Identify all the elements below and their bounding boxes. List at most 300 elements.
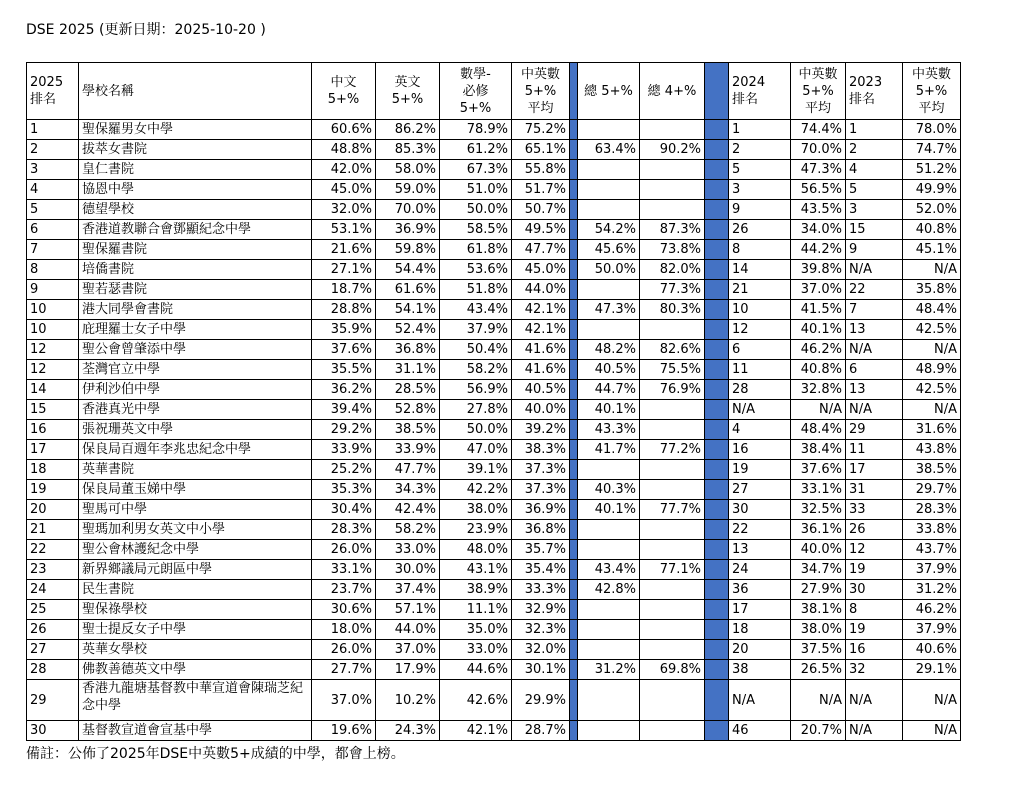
cell-rank2025: 20 <box>27 500 79 520</box>
cell-rank2023: N/A <box>846 260 903 280</box>
cell-total5 <box>578 280 640 300</box>
cell-school: 聖保祿學校 <box>79 600 312 620</box>
cell-math: 27.8% <box>440 400 512 420</box>
cell-rank2024: 46 <box>729 721 791 741</box>
table-row <box>27 420 961 440</box>
cell-cem2023: 29.1% <box>903 660 961 680</box>
cell-math: 50.0% <box>440 420 512 440</box>
cell-total5: 63.4% <box>578 140 640 160</box>
cell-math: 11.1% <box>440 600 512 620</box>
cell-rank2024: 3 <box>729 180 791 200</box>
cell-math: 23.9% <box>440 520 512 540</box>
cell-english: 42.4% <box>376 500 440 520</box>
cell-school: 聖保羅男女中學 <box>79 120 312 140</box>
cell-math: 51.0% <box>440 180 512 200</box>
cell-cem-avg: 35.4% <box>512 560 570 580</box>
cell-rank2024: 19 <box>729 460 791 480</box>
cell-total5 <box>578 600 640 620</box>
cell-cem2024: 56.5% <box>791 180 846 200</box>
cell-rank2023: 4 <box>846 160 903 180</box>
cell-rank2023: 8 <box>846 600 903 620</box>
cell-chinese: 37.6% <box>312 340 376 360</box>
cell-rank2025: 14 <box>27 380 79 400</box>
separator-wide <box>705 360 729 380</box>
cell-rank2024: 8 <box>729 240 791 260</box>
cell-cem2024: 40.0% <box>791 540 846 560</box>
header-text: 英文 5+% <box>391 75 424 107</box>
cell-total4 <box>640 620 705 640</box>
cell-cem-avg: 42.1% <box>512 320 570 340</box>
table-row <box>27 560 961 580</box>
cell-math: 78.9% <box>440 120 512 140</box>
cell-cem2023: 40.8% <box>903 220 961 240</box>
cell-total4 <box>640 721 705 741</box>
cell-math: 42.2% <box>440 480 512 500</box>
table-row <box>27 640 961 660</box>
cell-english: 10.2% <box>376 680 440 721</box>
cell-chinese: 28.8% <box>312 300 376 320</box>
cell-total4 <box>640 320 705 340</box>
cell-school: 拔萃女書院 <box>79 140 312 160</box>
cell-total4 <box>640 200 705 220</box>
cell-cem-avg: 35.7% <box>512 540 570 560</box>
cell-total4: 69.8% <box>640 660 705 680</box>
separator-wide <box>705 120 729 140</box>
table-row <box>27 680 961 721</box>
cell-english: 36.9% <box>376 220 440 240</box>
separator-narrow <box>570 220 578 240</box>
cell-cem2023: 42.5% <box>903 320 961 340</box>
header-chinese <box>312 63 376 120</box>
cell-chinese: 35.3% <box>312 480 376 500</box>
cell-school: 庇理羅士女子中學 <box>79 320 312 340</box>
separator-narrow <box>570 160 578 180</box>
cell-english: 57.1% <box>376 600 440 620</box>
cell-cem-avg: 30.1% <box>512 660 570 680</box>
cell-total4: 76.9% <box>640 380 705 400</box>
separator-wide <box>705 560 729 580</box>
cell-cem2023: 31.6% <box>903 420 961 440</box>
cell-total4 <box>640 160 705 180</box>
cell-cem2023: 42.5% <box>903 380 961 400</box>
separator-wide <box>705 200 729 220</box>
table-row <box>27 660 961 680</box>
separator-wide <box>705 340 729 360</box>
cell-total5: 40.1% <box>578 400 640 420</box>
cell-cem2023: 48.9% <box>903 360 961 380</box>
cell-total4: 77.7% <box>640 500 705 520</box>
cell-chinese: 30.6% <box>312 600 376 620</box>
separator-wide <box>705 460 729 480</box>
cell-cem2024: 37.5% <box>791 640 846 660</box>
cell-school: 香港道教聯合會鄧顯紀念中學 <box>79 220 312 240</box>
cell-rank2024: 24 <box>729 560 791 580</box>
cell-school: 伊利沙伯中學 <box>79 380 312 400</box>
cell-math: 50.4% <box>440 340 512 360</box>
cell-rank2023: 22 <box>846 280 903 300</box>
cell-rank2025: 17 <box>27 440 79 460</box>
table-row <box>27 200 961 220</box>
cell-total5: 43.3% <box>578 420 640 440</box>
cell-math: 43.4% <box>440 300 512 320</box>
cell-cem-avg: 36.8% <box>512 520 570 540</box>
cell-rank2024: 26 <box>729 220 791 240</box>
cell-rank2025: 21 <box>27 520 79 540</box>
cell-school: 英華書院 <box>79 460 312 480</box>
cell-cem2023: N/A <box>903 340 961 360</box>
cell-cem2023: N/A <box>903 400 961 420</box>
cell-school: 香港九龍塘基督教中華宣道會陳瑞芝紀念中學 <box>79 680 312 721</box>
cell-rank2024: 30 <box>729 500 791 520</box>
cell-cem2023: 28.3% <box>903 500 961 520</box>
cell-cem-avg: 44.0% <box>512 280 570 300</box>
table-row <box>27 440 961 460</box>
cell-rank2024: 36 <box>729 580 791 600</box>
cell-school: 新界鄉議局元朗區中學 <box>79 560 312 580</box>
cell-english: 38.5% <box>376 420 440 440</box>
cell-total5 <box>578 721 640 741</box>
cell-school: 德望學校 <box>79 200 312 220</box>
cell-english: 59.8% <box>376 240 440 260</box>
header-rank2023 <box>846 63 903 120</box>
cell-english: 37.4% <box>376 580 440 600</box>
cell-school: 民生書院 <box>79 580 312 600</box>
cell-rank2024: 11 <box>729 360 791 380</box>
cell-english: 58.2% <box>376 520 440 540</box>
cell-rank2025: 27 <box>27 640 79 660</box>
separator-narrow <box>570 360 578 380</box>
cell-cem2023: 74.7% <box>903 140 961 160</box>
cell-cem2024: 43.5% <box>791 200 846 220</box>
header-rank2025 <box>27 63 79 120</box>
cell-cem2024: 47.3% <box>791 160 846 180</box>
cell-math: 50.0% <box>440 200 512 220</box>
separator-narrow <box>570 120 578 140</box>
separator-narrow <box>570 340 578 360</box>
header-total5 <box>578 63 640 120</box>
cell-chinese: 25.2% <box>312 460 376 480</box>
cell-rank2024: 28 <box>729 380 791 400</box>
cell-cem2024: 32.5% <box>791 500 846 520</box>
cell-rank2025: 22 <box>27 540 79 560</box>
cell-cem2023: 29.7% <box>903 480 961 500</box>
cell-cem-avg: 29.9% <box>512 680 570 721</box>
cell-rank2025: 25 <box>27 600 79 620</box>
cell-chinese: 27.1% <box>312 260 376 280</box>
header-total4 <box>640 63 705 120</box>
separator-wide <box>705 721 729 741</box>
cell-rank2025: 18 <box>27 460 79 480</box>
separator-narrow <box>570 540 578 560</box>
separator-narrow <box>570 600 578 620</box>
cell-chinese: 26.0% <box>312 540 376 560</box>
cell-chinese: 53.1% <box>312 220 376 240</box>
cell-total5 <box>578 320 640 340</box>
cell-chinese: 26.0% <box>312 640 376 660</box>
cell-english: 52.4% <box>376 320 440 340</box>
cell-cem2024: N/A <box>791 400 846 420</box>
cell-total5: 54.2% <box>578 220 640 240</box>
separator-narrow <box>570 520 578 540</box>
cell-english: 34.3% <box>376 480 440 500</box>
cell-school: 張祝珊英文中學 <box>79 420 312 440</box>
cell-rank2023: 9 <box>846 240 903 260</box>
cell-total5: 47.3% <box>578 300 640 320</box>
cell-cem2024: 38.0% <box>791 620 846 640</box>
cell-rank2024: 5 <box>729 160 791 180</box>
table-row <box>27 580 961 600</box>
cell-total5 <box>578 640 640 660</box>
cell-school: 聖公會林護紀念中學 <box>79 540 312 560</box>
header-text: 2025 排名 <box>30 75 64 107</box>
separator-narrow <box>570 260 578 280</box>
cell-rank2025: 7 <box>27 240 79 260</box>
cell-cem-avg: 28.7% <box>512 721 570 741</box>
cell-rank2023: 19 <box>846 560 903 580</box>
cell-math: 39.1% <box>440 460 512 480</box>
cell-rank2023: 13 <box>846 380 903 400</box>
cell-total5: 40.5% <box>578 360 640 380</box>
cell-cem-avg: 33.3% <box>512 580 570 600</box>
cell-total4 <box>640 120 705 140</box>
header-text: 學校名稱 <box>82 83 135 99</box>
cell-cem2024: 27.9% <box>791 580 846 600</box>
cell-school: 香港真光中學 <box>79 400 312 420</box>
separator-narrow <box>570 420 578 440</box>
header-text: 中英數 5+% 平均 <box>520 66 560 116</box>
table-row <box>27 240 961 260</box>
cell-school: 佛教善德英文中學 <box>79 660 312 680</box>
cell-chinese: 18.0% <box>312 620 376 640</box>
header-text: 2024 排名 <box>732 75 766 107</box>
separator-wide <box>705 280 729 300</box>
cell-total5 <box>578 680 640 721</box>
cell-math: 56.9% <box>440 380 512 400</box>
cell-cem-avg: 36.9% <box>512 500 570 520</box>
separator-wide <box>705 640 729 660</box>
cell-cem-avg: 51.7% <box>512 180 570 200</box>
cell-rank2023: 1 <box>846 120 903 140</box>
cell-math: 61.8% <box>440 240 512 260</box>
header-text: 中英數 5+% 平均 <box>798 66 838 116</box>
cell-cem2024: 70.0% <box>791 140 846 160</box>
cell-math: 61.2% <box>440 140 512 160</box>
cell-school: 聖瑪加利男女英文中小學 <box>79 520 312 540</box>
cell-english: 33.0% <box>376 540 440 560</box>
cell-math: 58.2% <box>440 360 512 380</box>
separator-wide <box>705 260 729 280</box>
separator-wide <box>705 660 729 680</box>
cell-rank2025: 29 <box>27 680 79 721</box>
table-row <box>27 360 961 380</box>
cell-total4 <box>640 680 705 721</box>
cell-school: 皇仁書院 <box>79 160 312 180</box>
cell-rank2023: 31 <box>846 480 903 500</box>
cell-cem-avg: 75.2% <box>512 120 570 140</box>
cell-total4: 82.6% <box>640 340 705 360</box>
cell-rank2024: 38 <box>729 660 791 680</box>
table-row <box>27 380 961 400</box>
cell-chinese: 48.8% <box>312 140 376 160</box>
cell-math: 58.5% <box>440 220 512 240</box>
cell-total4: 80.3% <box>640 300 705 320</box>
cell-school: 聖士提反女子中學 <box>79 620 312 640</box>
cell-rank2023: 26 <box>846 520 903 540</box>
cell-cem-avg: 41.6% <box>512 360 570 380</box>
cell-cem2023: N/A <box>903 680 961 721</box>
cell-rank2025: 30 <box>27 721 79 741</box>
cell-math: 43.1% <box>440 560 512 580</box>
cell-rank2023: 32 <box>846 660 903 680</box>
cell-cem-avg: 37.3% <box>512 480 570 500</box>
cell-rank2025: 8 <box>27 260 79 280</box>
cell-total4 <box>640 520 705 540</box>
cell-school: 保良局百週年李兆忠紀念中學 <box>79 440 312 460</box>
cell-cem-avg: 47.7% <box>512 240 570 260</box>
cell-chinese: 19.6% <box>312 721 376 741</box>
cell-english: 28.5% <box>376 380 440 400</box>
cell-rank2024: 12 <box>729 320 791 340</box>
cell-total4 <box>640 640 705 660</box>
separator-narrow <box>570 280 578 300</box>
cell-cem-avg: 38.3% <box>512 440 570 460</box>
cell-cem-avg: 32.9% <box>512 600 570 620</box>
cell-rank2025: 5 <box>27 200 79 220</box>
cell-cem-avg: 42.1% <box>512 300 570 320</box>
cell-rank2024: 4 <box>729 420 791 440</box>
cell-cem2024: N/A <box>791 680 846 721</box>
separator-narrow <box>570 460 578 480</box>
table-row <box>27 721 961 741</box>
separator-narrow <box>570 400 578 420</box>
cell-rank2025: 6 <box>27 220 79 240</box>
cell-total5 <box>578 540 640 560</box>
cell-total4: 90.2% <box>640 140 705 160</box>
cell-rank2023: 17 <box>846 460 903 480</box>
cell-total5: 31.2% <box>578 660 640 680</box>
cell-rank2025: 10 <box>27 300 79 320</box>
separator-wide <box>705 480 729 500</box>
cell-rank2025: 23 <box>27 560 79 580</box>
cell-rank2023: N/A <box>846 680 903 721</box>
cell-cem2024: 40.8% <box>791 360 846 380</box>
table-row <box>27 140 961 160</box>
cell-chinese: 35.9% <box>312 320 376 340</box>
cell-rank2025: 12 <box>27 340 79 360</box>
cell-cem2024: 33.1% <box>791 480 846 500</box>
cell-rank2024: 1 <box>729 120 791 140</box>
cell-cem2024: 37.6% <box>791 460 846 480</box>
cell-english: 30.0% <box>376 560 440 580</box>
separator-narrow <box>570 640 578 660</box>
cell-english: 47.7% <box>376 460 440 480</box>
cell-chinese: 45.0% <box>312 180 376 200</box>
cell-chinese: 23.7% <box>312 580 376 600</box>
cell-cem2024: 41.5% <box>791 300 846 320</box>
header-math <box>440 63 512 120</box>
table-row <box>27 480 961 500</box>
cell-cem2023: N/A <box>903 260 961 280</box>
cell-cem2023: 40.6% <box>903 640 961 660</box>
cell-rank2025: 15 <box>27 400 79 420</box>
table-row <box>27 180 961 200</box>
cell-math: 35.0% <box>440 620 512 640</box>
cell-total5: 43.4% <box>578 560 640 580</box>
cell-school: 培僑書院 <box>79 260 312 280</box>
cell-rank2024: 9 <box>729 200 791 220</box>
cell-rank2025: 12 <box>27 360 79 380</box>
cell-english: 31.1% <box>376 360 440 380</box>
separator-wide <box>705 320 729 340</box>
cell-total5 <box>578 120 640 140</box>
cell-rank2024: 22 <box>729 520 791 540</box>
cell-rank2023: 11 <box>846 440 903 460</box>
cell-cem2023: 46.2% <box>903 600 961 620</box>
table-row <box>27 520 961 540</box>
separator-narrow <box>570 300 578 320</box>
table-row <box>27 540 961 560</box>
cell-school: 聖若瑟書院 <box>79 280 312 300</box>
cell-rank2023: 2 <box>846 140 903 160</box>
table-row <box>27 260 961 280</box>
cell-cem2023: 49.9% <box>903 180 961 200</box>
cell-chinese: 36.2% <box>312 380 376 400</box>
cell-cem2023: 38.5% <box>903 460 961 480</box>
cell-chinese: 30.4% <box>312 500 376 520</box>
header-text: 總 5+% <box>584 83 633 99</box>
cell-cem2024: 34.0% <box>791 220 846 240</box>
cell-cem2024: 74.4% <box>791 120 846 140</box>
table-row <box>27 160 961 180</box>
cell-rank2023: 29 <box>846 420 903 440</box>
cell-cem-avg: 45.0% <box>512 260 570 280</box>
cell-total5: 50.0% <box>578 260 640 280</box>
cell-rank2025: 26 <box>27 620 79 640</box>
table-row <box>27 620 961 640</box>
cell-chinese: 37.0% <box>312 680 376 721</box>
cell-cem-avg: 50.7% <box>512 200 570 220</box>
cell-rank2025: 28 <box>27 660 79 680</box>
header-english <box>376 63 440 120</box>
cell-total5: 41.7% <box>578 440 640 460</box>
cell-cem2023: 45.1% <box>903 240 961 260</box>
cell-english: 44.0% <box>376 620 440 640</box>
cell-cem2024: 26.5% <box>791 660 846 680</box>
cell-english: 37.0% <box>376 640 440 660</box>
cell-rank2025: 4 <box>27 180 79 200</box>
separator-narrow <box>570 380 578 400</box>
cell-total5: 44.7% <box>578 380 640 400</box>
cell-rank2024: 17 <box>729 600 791 620</box>
separator-wide <box>705 400 729 420</box>
separator-narrow <box>570 580 578 600</box>
cell-english: 54.4% <box>376 260 440 280</box>
separator-narrow <box>570 560 578 580</box>
cell-cem2023: 31.2% <box>903 580 961 600</box>
separator-narrow <box>570 180 578 200</box>
cell-rank2025: 9 <box>27 280 79 300</box>
cell-rank2023: 33 <box>846 500 903 520</box>
cell-chinese: 29.2% <box>312 420 376 440</box>
separator-wide <box>705 240 729 260</box>
cell-cem2023: 52.0% <box>903 200 961 220</box>
cell-chinese: 18.7% <box>312 280 376 300</box>
cell-cem2024: 40.1% <box>791 320 846 340</box>
page-title: DSE 2025 (更新日期：2025-10-20 ) <box>26 22 266 38</box>
cell-rank2024: 10 <box>729 300 791 320</box>
cell-total4: 77.1% <box>640 560 705 580</box>
separator-wide <box>705 300 729 320</box>
